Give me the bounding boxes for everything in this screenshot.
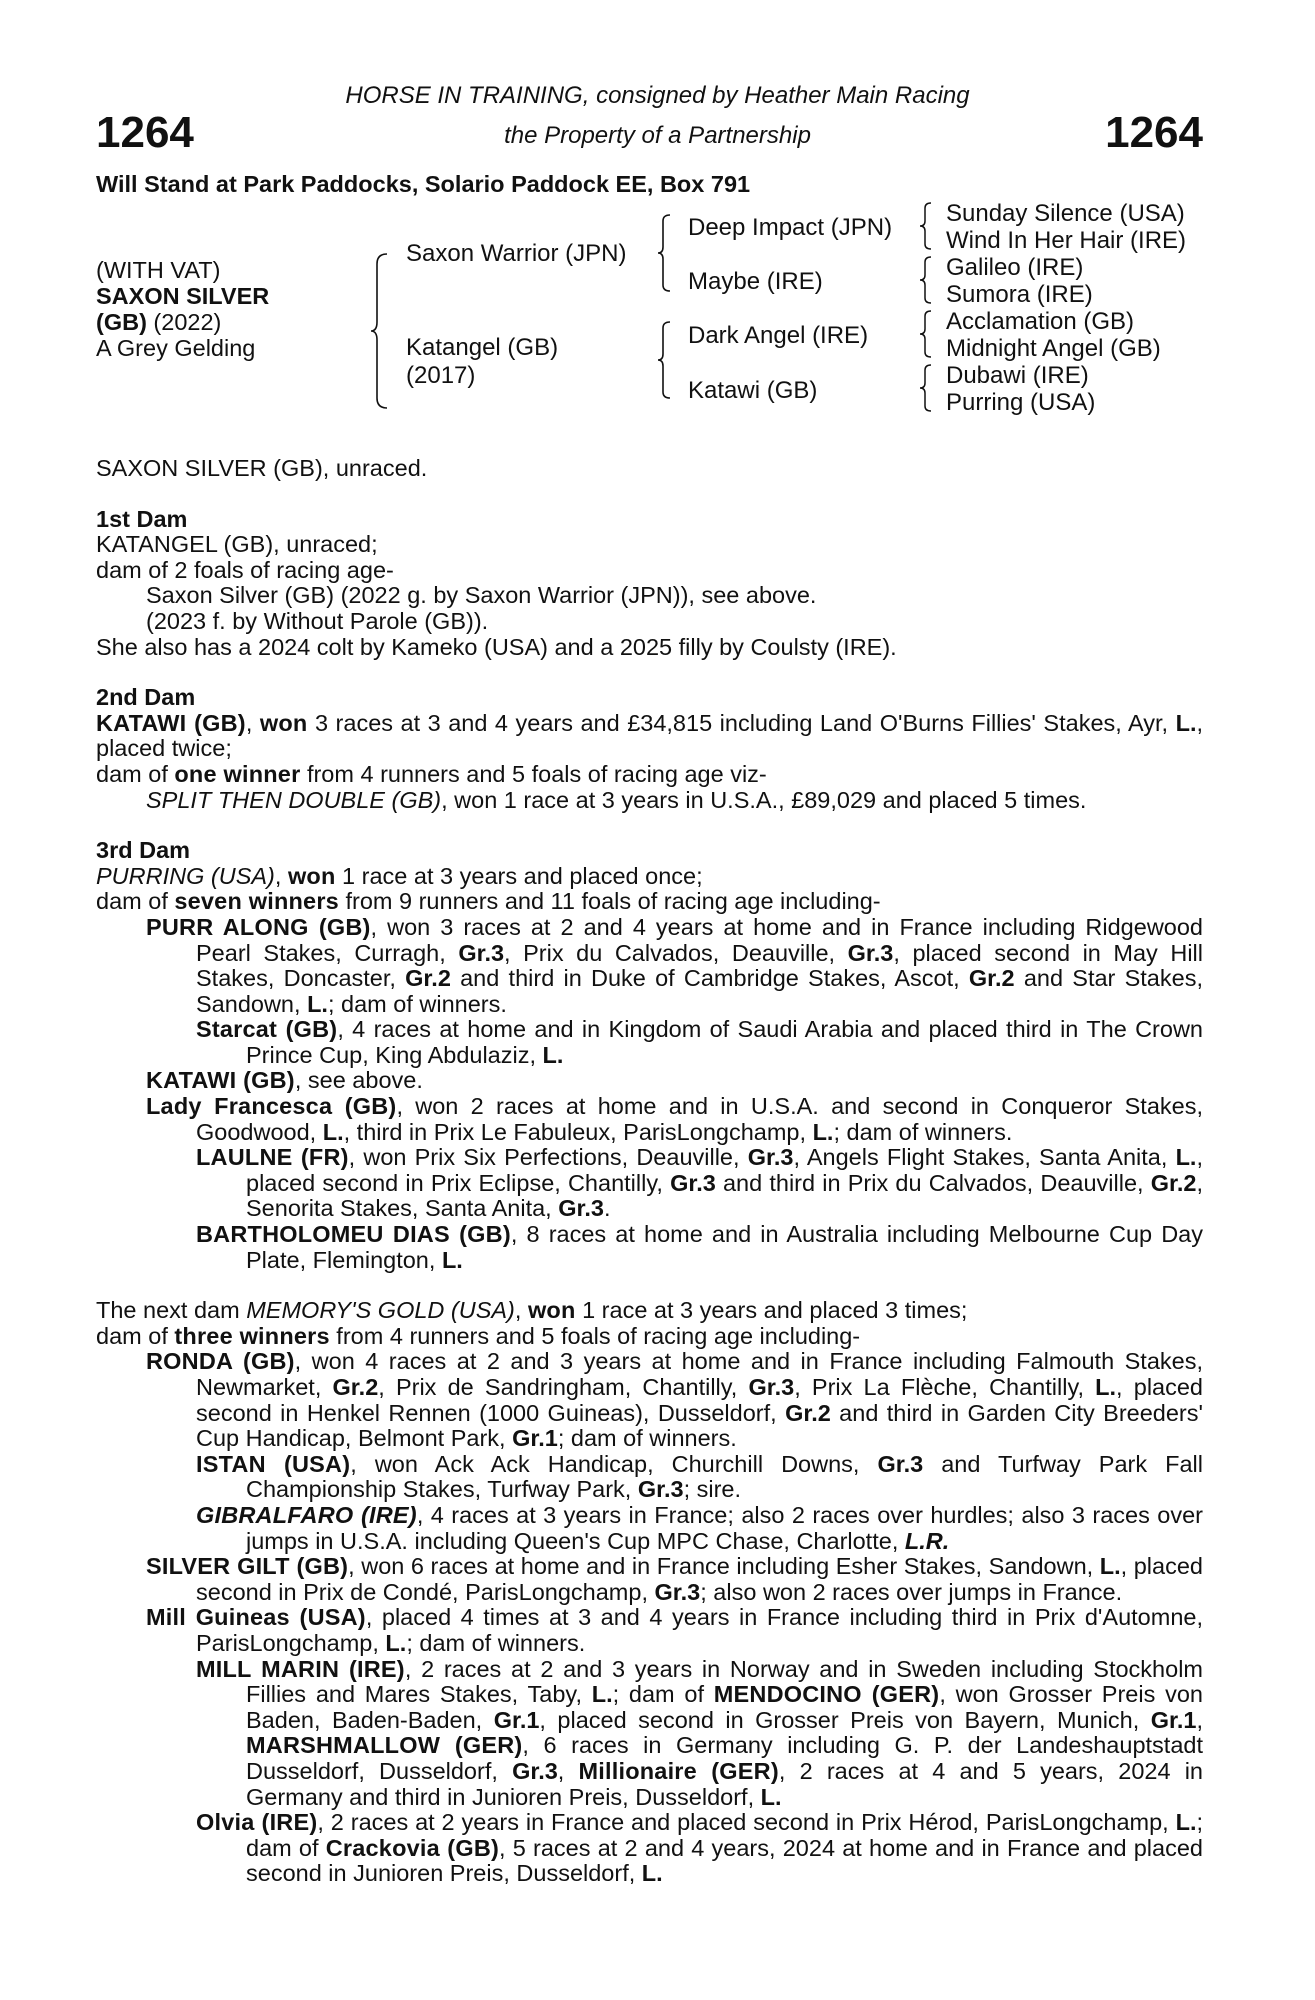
body-text: , 2 races at 2 and 3 years in Norway and in Sweden including Stockholm Fillies and Mares Stakes, Taby,	[246, 1655, 1203, 1708]
pedigree-dam: Katangel (GB)	[406, 334, 559, 361]
pedigree-entry	[96, 1657, 1203, 1811]
emphasis-text: Gr.3	[748, 1374, 795, 1400]
body-text: ,	[274, 862, 288, 889]
pedigree-entry	[96, 532, 1203, 558]
emphasis-text: Gr.3	[654, 1578, 701, 1605]
body-text: , third in Prix Le Fabuleux, ParisLongchamp,	[343, 1118, 813, 1145]
emphasis-text: L.	[1095, 1374, 1117, 1400]
pedigree-entry	[96, 1068, 1203, 1094]
pedigree-great-grandparent: Purring (USA)	[946, 389, 1096, 416]
section-heading: 3rd Dam	[96, 837, 191, 864]
body-text: , 6 races in Germany including G. P. der Landeshauptstadt Dusseldorf, Dusseldorf,	[246, 1732, 1203, 1784]
emphasis-text: KATAWI (GB)	[96, 709, 246, 736]
body-text: and Star Stakes, Sandown,	[196, 965, 1203, 1017]
body-text: SAXON SILVER (GB), unraced.	[96, 455, 428, 481]
pedigree-entry	[96, 583, 1203, 609]
body-text: , won Grosser Preis von Baden, Baden-Baden,	[246, 1681, 1203, 1733]
emphasis-text: PURR ALONG (GB)	[146, 913, 371, 940]
emphasis-text: Gr.3	[877, 1450, 924, 1477]
catalogue-section	[96, 685, 1203, 813]
emphasis-text: MEMORY'S GOLD (USA)	[246, 1297, 515, 1324]
emphasis-text: Gr.1	[493, 1706, 540, 1733]
section-heading: 2nd Dam	[96, 684, 196, 711]
pedigree-great-grandparent: Sumora (IRE)	[946, 281, 1093, 308]
emphasis-text: Gr.2	[968, 965, 1015, 992]
body-text: and Turfway Park Fall Championship Stakes, Turfway Park,	[246, 1450, 1203, 1503]
emphasis-text: Crackovia (GB)	[325, 1834, 500, 1861]
emphasis-text: Olvia (IRE)	[196, 1809, 318, 1836]
body-text: , won 1 race at 3 years in U.S.A., £89,029 and placed 5 times.	[441, 786, 1087, 813]
emphasis-text: L.	[1175, 709, 1197, 736]
pedigree-grandparent: Katawi (GB)	[688, 377, 818, 404]
body-text: , won Prix Six Perfections, Deauville,	[348, 1144, 748, 1171]
body-text: ,	[245, 709, 260, 736]
body-text: , placed second in May Hill Stakes, Doncaster,	[196, 939, 1203, 992]
body-text: , won 4 races at 2 and 3 years at home and in France including Falmouth Stakes, Newmarket,	[196, 1348, 1203, 1400]
body-text: ; also won 2 races over jumps in France.	[700, 1578, 1123, 1605]
body-text: , see above.	[294, 1067, 423, 1094]
emphasis-text: GIBRALFARO (IRE)	[196, 1501, 417, 1528]
emphasis-text: Gr.3	[458, 939, 505, 966]
pedigree-entry	[96, 558, 1203, 584]
pedigree-entry	[96, 915, 1203, 1017]
body-text: dam of	[96, 888, 175, 915]
body-text: , placed twice;	[96, 709, 1204, 762]
body-text: dam of	[96, 760, 175, 787]
body-text: , Senorita Stakes, Santa Anita,	[246, 1169, 1204, 1222]
pedigree-entry	[96, 1145, 1203, 1222]
body-text: , placed second in Grosser Preis von Bayern, Munich,	[539, 1706, 1151, 1733]
body-text: ,	[514, 1297, 528, 1324]
emphasis-text: won	[287, 862, 336, 889]
horse-country: (GB)	[96, 309, 147, 335]
pedigree-entry	[96, 1605, 1203, 1656]
emphasis-text: won	[527, 1297, 576, 1324]
emphasis-text: L.	[1175, 1144, 1197, 1171]
body-text: , placed second in Prix de Condé, ParisLongchamp,	[196, 1553, 1203, 1605]
emphasis-text: Gr.2	[785, 1399, 831, 1426]
body-text: from 4 runners and 5 foals of racing age including-	[329, 1322, 861, 1349]
pedigree-great-grandparent: Galileo (IRE)	[946, 254, 1084, 281]
pedigree-brace-ggp	[918, 255, 934, 305]
emphasis-text: Gr.3	[847, 939, 894, 966]
body-text: (2023 f. by Without Parole (GB)).	[146, 607, 489, 634]
body-text: , 4 races at home and in Kingdom of Saudi Arabia and placed third in The Crown Prince Cup, King Abdulaziz,	[246, 1016, 1203, 1068]
body-text: , 5 races at 2 and 4 years, 2024 at home and in France and placed second in Junioren Preis, Dusseldorf,	[246, 1834, 1203, 1887]
body-text: from 9 runners and 11 foals of racing age including-	[338, 888, 881, 915]
emphasis-text: Mill Guineas (USA)	[146, 1604, 366, 1631]
catalogue-section	[96, 838, 1203, 1273]
pedigree-entry	[96, 711, 1203, 762]
horse-description: A Grey Gelding	[96, 335, 256, 361]
body-text: and third in Garden City Breeders' Cup Handicap, Belmont Park,	[196, 1399, 1203, 1452]
emphasis-text: SILVER GILT (GB)	[146, 1553, 349, 1580]
body-text: ; dam of winners.	[406, 1629, 586, 1656]
stand-location: Will Stand at Park Paddocks, Solario Paddock EE, Box 791	[96, 171, 751, 197]
vat-label: (WITH VAT)	[96, 257, 221, 283]
body-text: dam of	[96, 1322, 175, 1349]
pedigree-brace-ggp	[918, 201, 934, 251]
body-text: and third in Prix du Calvados, Deauville,	[715, 1169, 1151, 1196]
pedigree-great-grandparent: Dubawi (IRE)	[946, 362, 1089, 389]
emphasis-text: L.	[760, 1783, 782, 1810]
emphasis-text: L.	[812, 1118, 834, 1145]
catalogue-section	[96, 456, 1203, 482]
emphasis-text: L.	[1175, 1809, 1197, 1836]
emphasis-text: LAULNE (FR)	[196, 1144, 349, 1171]
pedigree-entry	[96, 635, 1203, 661]
pedigree-grandparent: Maybe (IRE)	[688, 268, 823, 295]
emphasis-text: L.	[441, 1246, 463, 1273]
body-text: 1 race at 3 years and placed 3 times;	[575, 1297, 968, 1324]
horse-name: SAXON SILVER	[96, 283, 270, 309]
emphasis-text: L.R.	[904, 1527, 950, 1554]
emphasis-text: Millionaire (GER)	[578, 1757, 779, 1784]
emphasis-text: L.	[307, 990, 328, 1017]
pedigree-entry	[96, 1324, 1203, 1350]
body-text: , Angels Flight Stakes, Santa Anita,	[793, 1144, 1176, 1171]
emphasis-text: RONDA (GB)	[146, 1348, 295, 1375]
pedigree-entry	[96, 1349, 1203, 1451]
lot-number-left: 1264	[96, 108, 194, 157]
emphasis-text: Gr.2	[1150, 1169, 1197, 1196]
emphasis-text: Starcat (GB)	[196, 1016, 338, 1043]
pedigree-great-grandparent: Sunday Silence (USA)	[946, 200, 1185, 227]
emphasis-text: MENDOCINO (GER)	[713, 1681, 940, 1708]
body-text: ; dam of winners.	[557, 1425, 737, 1452]
pedigree-entry	[96, 1810, 1203, 1887]
pedigree-entry	[96, 762, 1203, 788]
emphasis-text: three winners	[174, 1322, 330, 1349]
body-text: , won 3 races at 2 and 4 years at home and in France including Ridgewood Pearl Stakes, Curragh,	[196, 913, 1203, 966]
emphasis-text: L.	[542, 1041, 564, 1068]
body-text: , Prix La Flèche, Chantilly,	[794, 1374, 1096, 1400]
catalogue-section	[96, 507, 1203, 661]
pedigree-brace-dam	[655, 320, 675, 400]
body-text: ; dam of	[612, 1681, 714, 1708]
pedigree-entry	[96, 1554, 1203, 1605]
body-text: , 4 races at 3 years in France; also 2 races over hurdles; also 3 races over jumps in U.S.A. including Queen's Cup MPC Chase, Charlotte,	[246, 1501, 1203, 1554]
body-text: , placed second in Prix Eclipse, Chantilly,	[246, 1144, 1203, 1196]
body-text: , 2 races at 4 and 5 years, 2024 in Germany and third in Junioren Preis, Dusseldorf,	[246, 1757, 1203, 1810]
body-text: ,	[557, 1757, 579, 1784]
body-text: , 8 races at home and in Australia including Melbourne Cup Day Plate, Flemington,	[246, 1221, 1203, 1273]
body-text: 3 races at 3 and 4 years and £34,815 including Land O'Burns Fillies' Stakes, Ayr,	[307, 709, 1176, 736]
emphasis-text: L.	[385, 1629, 407, 1656]
emphasis-text: seven winners	[174, 888, 339, 915]
body-text: , won 2 races at home and in U.S.A. and second in Conqueror Stakes, Goodwood,	[196, 1093, 1204, 1145]
body-text: , placed 4 times at 3 and 4 years in France including third in Prix d'Automne, ParisLongchamp,	[196, 1604, 1203, 1656]
pedigree-entry	[96, 456, 1203, 482]
pedigree-entry	[96, 1222, 1203, 1273]
emphasis-text: PURRING (USA)	[96, 862, 275, 889]
emphasis-text: SPLIT THEN DOUBLE (GB)	[146, 786, 442, 813]
pedigree-dam-year: (2017)	[406, 362, 476, 389]
emphasis-text: won	[259, 709, 308, 736]
emphasis-text: L.	[1099, 1553, 1121, 1580]
body-text: from 4 runners and 5 foals of racing age viz-	[300, 760, 767, 787]
pedigree-brace-ggp	[918, 309, 934, 359]
body-text: She also has a 2024 colt by Kameko (USA) and a 2025 filly by Coulsty (IRE).	[96, 633, 897, 660]
section-heading: 1st Dam	[96, 505, 188, 532]
pedigree-grandparent: Dark Angel (IRE)	[688, 322, 869, 349]
body-text: ,	[1196, 1706, 1203, 1733]
body-text: KATANGEL (GB), unraced;	[96, 531, 378, 558]
body-text: .	[603, 1195, 611, 1222]
pedigree-entry	[96, 864, 1203, 890]
lot-number-right: 1264	[1105, 108, 1203, 157]
body-text: , placed second in Henkel Rennen (1000 Guineas), Dusseldorf,	[196, 1374, 1203, 1426]
body-text: , 2 races at 2 years in France and placed second in Prix Hérod, ParisLongchamp,	[317, 1809, 1176, 1836]
emphasis-text: Gr.3	[558, 1195, 604, 1222]
body-text: , won Ack Ack Handicap, Churchill Downs,	[350, 1450, 878, 1477]
body-text: , Prix de Sandringham, Chantilly,	[378, 1374, 749, 1400]
emphasis-text: ISTAN (USA)	[196, 1450, 351, 1477]
horse-origin	[96, 310, 221, 336]
catalogue-section	[96, 1298, 1203, 1887]
emphasis-text: Gr.2	[332, 1374, 379, 1400]
pedigree-entry	[96, 1094, 1203, 1145]
emphasis-text: MILL MARIN (IRE)	[196, 1655, 405, 1682]
pedigree-brace-sire	[655, 213, 675, 293]
pedigree-entry	[96, 788, 1203, 814]
body-text: ; dam of winners.	[833, 1118, 1013, 1145]
emphasis-text: Lady Francesca (GB)	[146, 1093, 397, 1120]
body-text: dam of 2 foals of racing age-	[96, 556, 394, 583]
body-text: Saxon Silver (GB) (2022 g. by Saxon Warrior (JPN)), see above.	[146, 582, 817, 609]
emphasis-text: Gr.3	[670, 1169, 716, 1196]
emphasis-text: one winner	[174, 760, 301, 787]
pedigree-entry	[96, 889, 1203, 915]
pedigree-entry	[96, 1298, 1203, 1324]
emphasis-text: BARTHOLOMEU DIAS (GB)	[196, 1221, 511, 1248]
emphasis-text: KATAWI (GB)	[146, 1067, 295, 1094]
emphasis-text: Gr.2	[405, 965, 451, 992]
horse-year: (2022)	[146, 309, 222, 335]
catalogue-body	[96, 456, 1203, 1887]
emphasis-text: Gr.3	[747, 1144, 794, 1171]
pedigree-brace-main	[369, 252, 393, 410]
body-text: , won 6 races at home and in France including Esher Stakes, Sandown,	[348, 1553, 1100, 1580]
emphasis-text: Gr.3	[637, 1476, 684, 1503]
body-text: The next dam	[96, 1297, 247, 1324]
consignor-line: HORSE IN TRAINING, consigned by Heather Main Racing	[345, 82, 970, 109]
property-line: the Property of a Partnership	[504, 122, 811, 149]
body-text: 1 race at 3 years and placed once;	[335, 862, 703, 889]
pedigree-grandparent: Deep Impact (JPN)	[688, 214, 893, 241]
body-text: ; sire.	[683, 1476, 742, 1503]
pedigree-entry	[96, 1503, 1203, 1554]
pedigree-entry	[96, 1017, 1203, 1068]
pedigree-sire: Saxon Warrior (JPN)	[406, 240, 627, 267]
pedigree-brace-ggp	[918, 363, 934, 413]
pedigree-great-grandparent: Acclamation (GB)	[946, 308, 1135, 335]
emphasis-text: L.	[641, 1860, 663, 1887]
emphasis-text: MARSHMALLOW (GER)	[246, 1732, 523, 1759]
body-text: ; dam of	[246, 1809, 1204, 1861]
emphasis-text: L.	[591, 1681, 613, 1708]
body-text: and third in Duke of Cambridge Stakes, Ascot,	[450, 965, 969, 992]
pedigree-great-grandparent: Midnight Angel (GB)	[946, 335, 1161, 362]
emphasis-text: Gr.1	[1150, 1706, 1197, 1733]
body-text: ; dam of winners.	[327, 990, 507, 1017]
pedigree-entry	[96, 609, 1203, 635]
emphasis-text: Gr.3	[512, 1757, 558, 1784]
body-text: , Prix du Calvados, Deauville,	[504, 939, 848, 966]
emphasis-text: L.	[322, 1118, 344, 1145]
pedigree-entry	[96, 1452, 1203, 1503]
emphasis-text: Gr.1	[512, 1425, 558, 1452]
pedigree-great-grandparent: Wind In Her Hair (IRE)	[946, 227, 1187, 254]
